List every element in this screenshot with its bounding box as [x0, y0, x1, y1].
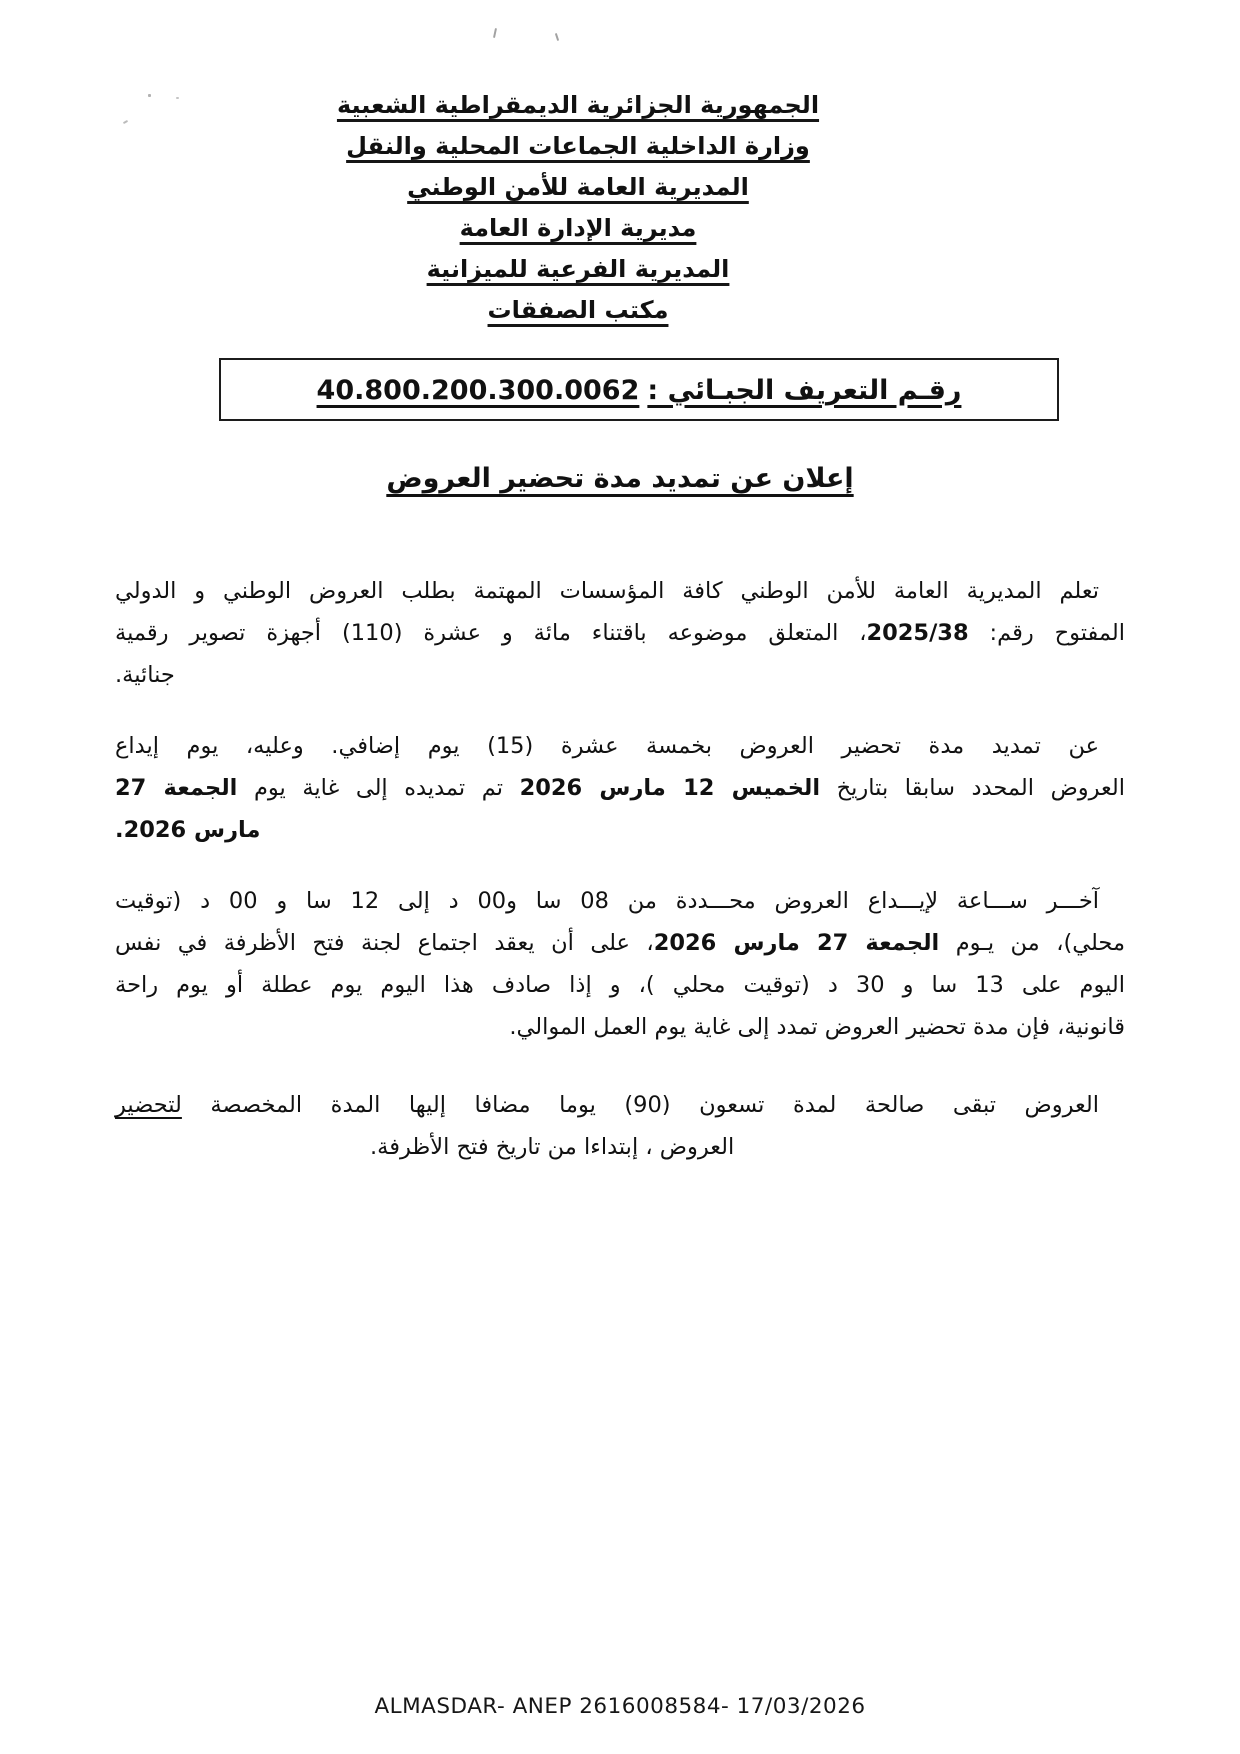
letterhead-line-budget-subdirectorate [0, 250, 1156, 291]
text-line [115, 1006, 1125, 1048]
letterhead-line-contracts-office [0, 291, 1156, 332]
anep-footer [0, 1694, 1240, 1719]
letterhead-line-text: مكتب الصفقات [487, 296, 669, 324]
text-line [115, 1126, 1125, 1168]
letterhead-line-dgsn [0, 168, 1156, 209]
anep-footer-text: ALMASDAR- ANEP 2616008584- 17/03/2026 [374, 1694, 866, 1719]
tax-id-box [219, 358, 1059, 421]
text-line [115, 570, 1125, 612]
letterhead-line-text: الجمهورية الجزائرية الديمقراطية الشعبية [336, 91, 820, 119]
text-run: تعلم المديرية العامة للأمن الوطني كافة المؤسسات المهتمة بطلب العروض الوطني و الدولي [115, 578, 1099, 604]
tax-id-number: 40.800.200.300.0062 [316, 375, 640, 406]
letterhead-line-text: وزارة الداخلية الجماعات المحلية والنقل [346, 132, 810, 160]
text-line [115, 964, 1125, 1006]
paragraph-validity [115, 1084, 1125, 1168]
text-run: العروض تبقى صالحة لمدة تسعون (90) يوما مضافا إليها المدة المخصصة [181, 1092, 1099, 1118]
letterhead-line-text: المديرية العامة للأمن الوطني [407, 173, 749, 201]
opening-session-date: الجمعة 27 مارس 2026 [653, 930, 940, 956]
scan-artifact [176, 97, 179, 99]
paragraph-deposit-hours [115, 880, 1125, 1048]
tender-number: 2025/38 [866, 620, 969, 646]
text-line [115, 809, 1125, 851]
tax-id-text [317, 375, 962, 406]
text-run: محلي)، من يـوم [939, 930, 1126, 956]
announcement-title-text: إعلان عن تمديد مدة تحضير العروض [386, 463, 854, 494]
text-run: جنائية. [115, 662, 175, 688]
paragraph-intro [115, 570, 1125, 696]
text-run: قانونية، فإن مدة تحضير العروض تمدد إلى غاية يوم العمل الموالي. [509, 1014, 1125, 1040]
text-line [115, 922, 1125, 964]
text-run: ، على أن يعقد اجتماع لجنة فتح الأظرفة في نفس [115, 930, 654, 956]
previous-deadline-date: الخميس 12 مارس 2026 [519, 775, 821, 801]
text-run: عن تمديد مدة تحضير العروض بخمسة عشرة (15) يوم إضافي. وعليه، يوم إيداع [115, 733, 1099, 759]
text-run: اليوم على 13 سا و 30 د (توقيت محلي )، و إذا صادف هذا اليوم يوم عطلة أو يوم راحة [115, 972, 1125, 998]
letterhead-line-admin-directorate [0, 209, 1156, 250]
text-line [115, 654, 1125, 696]
text-run: تم تمديده إلى غاية يوم [237, 775, 520, 801]
text-line [115, 1084, 1125, 1126]
scan-artifact [148, 94, 151, 97]
letterhead-line-text: المديرية الفرعية للميزانية [426, 255, 730, 283]
text-run: ، المتعلق موضوعه باقتناء مائة و عشرة (110) أجهزة تصوير رقمية [115, 620, 867, 646]
text-run: العروض المحدد سابقا بتاريخ [820, 775, 1126, 801]
letterhead [0, 0, 1240, 332]
document-body [115, 570, 1125, 1168]
text-run: آخـــر ســـاعة لإيـــداع العروض محـــددة من 08 سا و00 د إلى 12 سا و 00 د (توقيت [115, 888, 1099, 914]
text-line [115, 767, 1125, 809]
letterhead-line-ministry [0, 127, 1156, 168]
paragraph-extension [115, 725, 1125, 851]
text-line [115, 880, 1125, 922]
text-run: المفتوح رقم: [968, 620, 1126, 646]
announcement-title [0, 463, 1240, 494]
text-line [115, 612, 1125, 654]
underlined-word: لتحضير [115, 1092, 182, 1118]
new-deadline-month-year: مارس 2026. [115, 817, 261, 843]
letterhead-line-republic [0, 86, 1156, 127]
new-deadline-day: الجمعة 27 [115, 775, 238, 801]
text-line [115, 725, 1125, 767]
letterhead-line-text: مديرية الإدارة العامة [459, 214, 697, 242]
tax-id-label: رقـم التعريف الجبـائي : [647, 375, 962, 406]
text-run: العروض ، إبتداءا من تاريخ فتح الأظرفة. [370, 1134, 735, 1160]
